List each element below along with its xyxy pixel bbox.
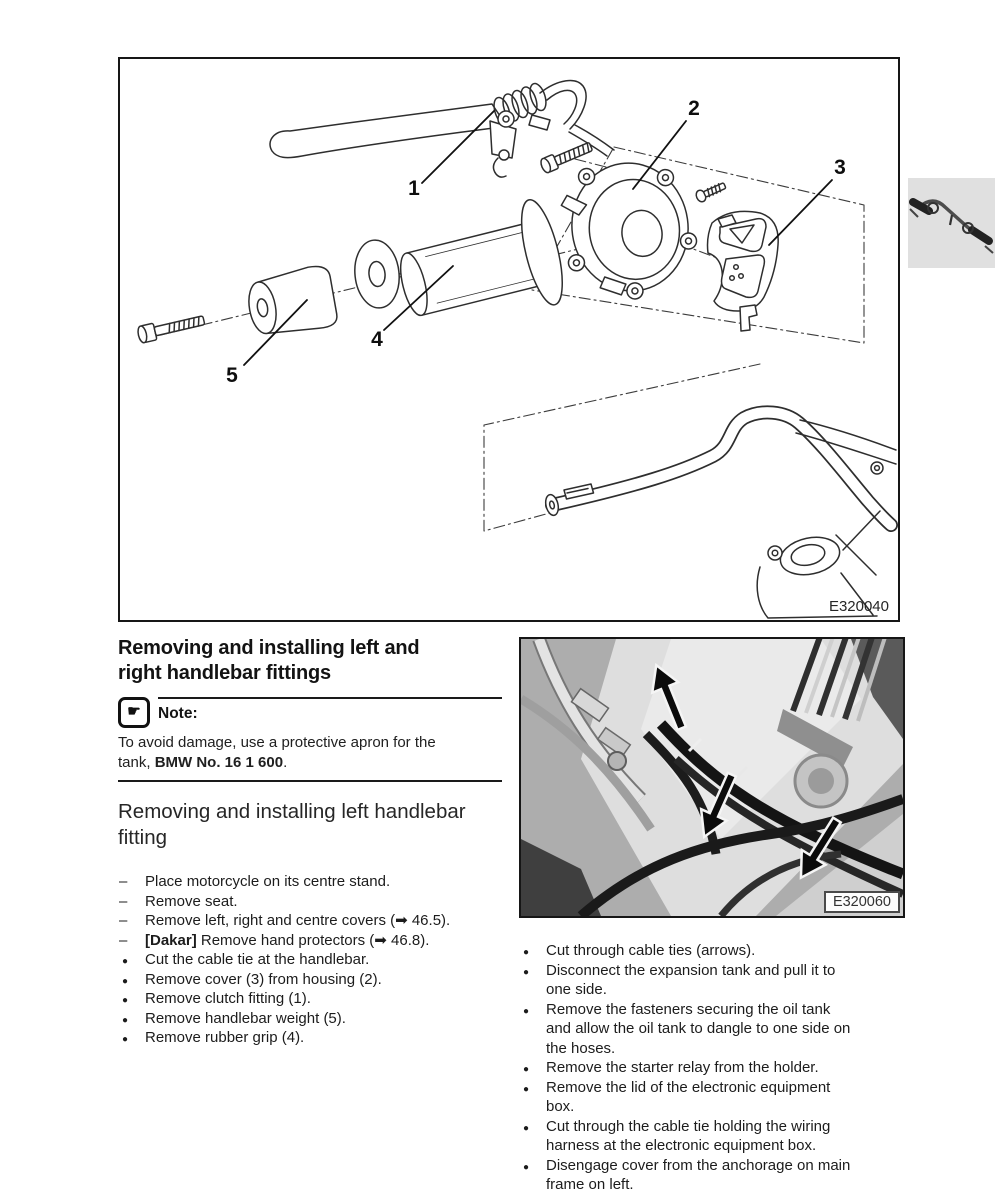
section-heading: Removing and installing left and right handlebar fittings xyxy=(118,637,420,684)
item-text: Remove the fasteners securing the oil tank and allow the oil tank to dangle to one side on the hoses. xyxy=(546,1000,851,1057)
item-text: Disengage cover from the anchorage on main frame on left. xyxy=(546,1156,851,1193)
note-block xyxy=(118,697,502,782)
item-text: Cut through cable ties (arrows). xyxy=(546,942,756,959)
list-item xyxy=(118,911,500,931)
housing-screw xyxy=(694,180,727,203)
part-rubber-grip xyxy=(390,196,570,339)
item-marker: ● xyxy=(523,1122,530,1134)
note-divider xyxy=(118,780,502,782)
callout-5: 5 xyxy=(226,364,238,387)
callout-3: 3 xyxy=(834,156,846,179)
item-marker: ● xyxy=(523,947,530,958)
item-marker: ● xyxy=(523,1005,530,1017)
procedure-list-left xyxy=(118,872,500,1048)
figure-e320040 xyxy=(118,57,900,622)
list-item xyxy=(118,989,500,1009)
weight-screw xyxy=(137,312,206,344)
item-marker: ● xyxy=(122,1034,129,1045)
list-item xyxy=(519,1156,859,1195)
list-item xyxy=(519,1078,859,1117)
item-text: Remove left, right and centre covers (➡ 46.5). xyxy=(145,912,451,929)
figure-code-label: E320040 xyxy=(828,598,889,615)
item-text: Cut through the cable tie holding the wiring harness at the electronic equipment box. xyxy=(546,1117,831,1154)
photo-e320060 xyxy=(519,637,905,918)
item-marker: ● xyxy=(122,956,129,967)
item-text: Remove rubber grip (4). xyxy=(145,1029,305,1046)
list-item xyxy=(118,950,500,970)
list-item xyxy=(118,872,500,892)
list-item xyxy=(519,961,859,1000)
item-marker: – xyxy=(119,892,128,910)
part-housing xyxy=(556,155,704,308)
note-text: To avoid damage, use a protective apron for the tank, BMW No. 16 1 600. xyxy=(118,734,436,771)
item-marker: ● xyxy=(523,966,530,978)
list-item xyxy=(519,1058,859,1078)
subsection-heading: Removing and installing left handlebar fitting xyxy=(118,800,466,849)
handlebar-tube xyxy=(544,412,896,525)
item-text: Remove the lid of the electronic equipment box. xyxy=(546,1078,831,1115)
construction-lines xyxy=(140,147,864,531)
list-item xyxy=(118,970,500,990)
list-item xyxy=(519,941,859,961)
photo-code-label: E320060 xyxy=(824,891,900,913)
procedure-list-right xyxy=(519,941,859,1195)
item-text: Disconnect the expansion tank and pull it to one side. xyxy=(546,961,836,998)
callout-1: 1 xyxy=(408,177,420,200)
list-item xyxy=(118,931,500,951)
item-marker: ● xyxy=(122,1014,129,1026)
callout-2: 2 xyxy=(688,97,700,120)
handlebar-thumbnail-drawing xyxy=(908,178,995,268)
item-text: Remove the starter relay from the holder. xyxy=(546,1059,819,1076)
list-item xyxy=(118,1028,500,1048)
item-text: Remove cover (3) from housing (2). xyxy=(145,970,382,988)
callout-4: 4 xyxy=(371,328,383,351)
item-marker: ● xyxy=(122,995,129,1006)
list-item xyxy=(519,1000,859,1059)
item-marker: – xyxy=(119,931,128,949)
margin-thumbnail xyxy=(908,178,995,268)
part-washer xyxy=(352,238,403,310)
note-icon: ☛ xyxy=(118,697,150,728)
list-item xyxy=(118,1009,500,1029)
item-text: Cut the cable tie at the handlebar. xyxy=(145,951,370,968)
list-item xyxy=(118,892,500,912)
item-text: Remove seat. xyxy=(145,892,238,910)
item-text: Remove handlebar weight (5). xyxy=(145,1009,346,1027)
item-marker: ● xyxy=(523,1064,530,1075)
part-handlebar-weight xyxy=(244,264,339,340)
part-switch-unit xyxy=(708,211,779,331)
note-label: Note: xyxy=(158,697,502,723)
item-marker: ● xyxy=(122,975,129,987)
item-marker: ● xyxy=(523,1161,530,1173)
photo-svg xyxy=(521,639,903,916)
list-item xyxy=(519,1117,859,1156)
item-text: Remove clutch fitting (1). xyxy=(145,990,311,1007)
item-marker: – xyxy=(119,912,128,929)
item-text: [Dakar] Remove hand protectors (➡ 46.8). xyxy=(145,931,430,949)
item-marker: – xyxy=(119,873,128,890)
frame-clamp xyxy=(757,462,883,618)
item-marker: ● xyxy=(523,1083,530,1095)
item-text: Place motorcycle on its centre stand. xyxy=(145,873,391,890)
exploded-diagram-svg xyxy=(120,59,898,620)
